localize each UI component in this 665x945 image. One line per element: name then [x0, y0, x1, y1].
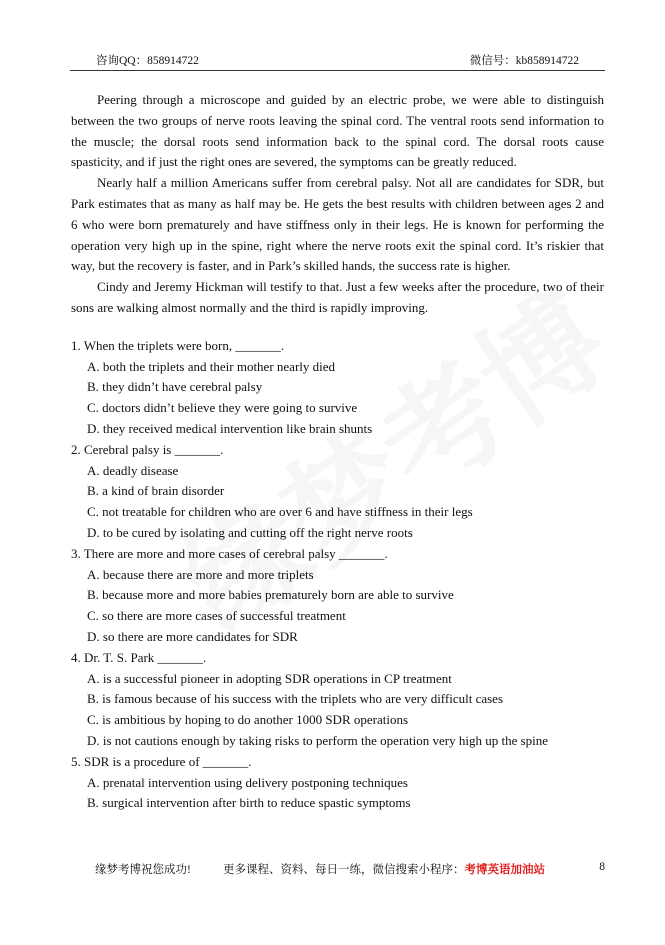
paragraph: Nearly half a million Americans suffer from cerebral palsy. Not all are candidates for SDR, but Park estimates that as many as half may be. He gets the best results with children between ages 2 and 6 who were born prematurely and have stiffness only in their legs. He is known for performing the operation very high up in the spine, right where the nerve roots exit the spinal cord. It’s riskier that way, but the recovery is faster, and in Park’s skilled hands, the success rate is higher. [71, 175, 604, 274]
answer-option: B. because more and more babies prematurely born are able to survive [87, 587, 454, 603]
question-3 [71, 544, 604, 648]
footer-promo-text: 更多课程、资料、每日一练，微信搜索小程序： [223, 864, 465, 876]
answer-option: A. prenatal intervention using delivery postponing techniques [87, 774, 408, 790]
footer-brand-name: 考博英语加油站 [464, 864, 545, 876]
document-body [71, 90, 604, 814]
header-qq-contact: 咨询QQ：858914722 [96, 55, 199, 67]
paragraph: Cindy and Jeremy Hickman will testify to that. Just a few weeks after the procedure, two of their sons are walking almost normally and the third is rapidly improving. [71, 279, 604, 315]
answer-option: C. is ambitious by hoping to do another 1000 SDR operations [87, 712, 409, 728]
answer-option: B. is famous because of his success with the triplets who are very difficult cases [87, 691, 504, 707]
question-2 [71, 440, 604, 544]
question-5 [71, 752, 604, 814]
question-stem: 5. SDR is a procedure of _______. [71, 753, 252, 769]
question-4 [71, 648, 604, 752]
question-stem: 4. Dr. T. S. Park _______. [71, 649, 207, 665]
answer-option: A. deadly disease [87, 462, 179, 478]
answer-option: C. so there are more cases of successful treatment [87, 608, 346, 624]
answer-option: B. surgical intervention after birth to reduce spastic symptoms [87, 795, 411, 811]
header-wechat-contact: 微信号：kb858914722 [469, 55, 579, 67]
question-stem: 2. Cerebral palsy is _______. [71, 441, 224, 457]
question-1 [71, 336, 604, 440]
page-number: 8 [599, 861, 605, 873]
question-stem: 1. When the triplets were born, _______. [71, 337, 285, 353]
answer-option: D. is not cautions enough by taking risks to perform the operation very high up the spine [87, 732, 549, 748]
paragraph: Peering through a microscope and guided by an electric probe, we were able to distinguish between the two groups of nerve roots leaving the spinal cord. The ventral roots send information to the muscle; the dorsal roots send information back to the spinal cord. The dorsal roots cause spasticity, and if just the right ones are severed, the symptoms can be greatly reduced. [71, 92, 604, 170]
answer-option: C. not treatable for children who are over 6 and have stiffness in their legs [87, 504, 473, 520]
answer-option: B. a kind of brain disorder [87, 483, 225, 499]
footer-promo [223, 861, 545, 877]
answer-option: B. they didn’t have cerebral palsy [87, 379, 263, 395]
question-stem: 3. There are more and more cases of cerebral palsy _______. [71, 545, 388, 561]
question-list [71, 336, 604, 814]
answer-option: A. is a successful pioneer in adopting SDR operations in CP treatment [87, 670, 452, 686]
answer-option: A. both the triplets and their mother nearly died [87, 358, 336, 374]
answer-option: A. because there are more and more triplets [87, 566, 314, 582]
page-header [70, 52, 605, 71]
answer-option: D. so there are more candidates for SDR [87, 628, 298, 644]
answer-option: D. to be cured by isolating and cutting off the right nerve roots [87, 524, 413, 540]
answer-option: C. doctors didn’t believe they were going to survive [87, 400, 358, 416]
answer-option: D. they received medical intervention like brain shunts [87, 420, 373, 436]
footer-slogan: 缘梦考博祝您成功! [95, 864, 191, 876]
